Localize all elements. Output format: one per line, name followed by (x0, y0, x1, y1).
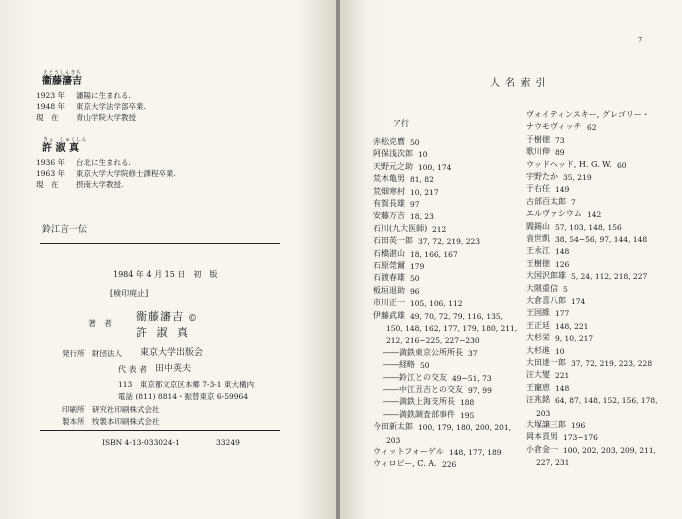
index-entry-pages: 100, 179, 180, 200, 201, (418, 423, 512, 433)
index-entry-pages: 62 (587, 123, 597, 133)
index-entry-name: 汪兆銘 (526, 395, 550, 405)
index-entry-pages: 203 (386, 435, 401, 445)
index-entry-pages: 50 (420, 361, 430, 371)
index-entry-pages: 100, 202, 203, 209, 211, (563, 445, 657, 455)
index-entry-name: ウィットフォーゲル (373, 447, 444, 456)
index-entry-pages: 226 (442, 460, 457, 470)
index-entry-pages: 148, 221 (555, 321, 589, 331)
index-entry-pages: 174 (571, 297, 586, 306)
index-entry-name: 汪大燮 (526, 370, 550, 380)
index-entry-name: 王国維 (526, 308, 550, 318)
publisher-prefix: 財団法人 (92, 349, 122, 358)
index-entry-name: 大国沢郎雄 (526, 271, 566, 281)
index-entry-name: 大倉喜八郎 (526, 296, 566, 305)
index-entry-name: 大塚譲三郎 (526, 420, 566, 429)
index-entry-pages: 179 (410, 262, 425, 271)
printer-label: 印刷所 (62, 405, 85, 414)
author-name-2: 許 淑 真 (136, 326, 191, 339)
representative-name: 田中英夫 (155, 364, 192, 374)
index-entry-pages: 227, 231 (536, 458, 570, 468)
index-entry-pages: 212, 216−225, 227−230 (386, 336, 480, 346)
divider-bottom (40, 430, 280, 431)
publisher-address: 113 東京都文京区本郷 7-3-1 東大構内 (118, 380, 254, 389)
index-entry-pages: 142 (587, 210, 602, 220)
index-entry-pages: 5, 24, 112, 218, 227 (571, 272, 648, 282)
index-entry-name: 板垣退助 (373, 285, 405, 295)
index-entry-pages: 10 (555, 346, 565, 356)
author1-ruby: えとうしんきち (43, 70, 82, 76)
index-entry-name: 王樹徳 (526, 258, 550, 268)
index-entry-name: 大田達一郎 (526, 358, 566, 367)
index-entry-name: 大杉進 (526, 345, 550, 355)
index-entry-name: 王寵恵 (526, 382, 550, 392)
index-entry-name: 伊藤武雄 (373, 310, 405, 320)
author2-name: 許 淑 真 (42, 143, 79, 154)
index-entry-name: ウィロビー, C. A. (373, 459, 437, 469)
book-title: 鈴江言一伝 (42, 225, 88, 235)
index-entry-name: 石川(九大医師) (373, 223, 428, 233)
index-entry-name: 宇野たか (526, 172, 558, 181)
representative-label: 代 表 者 (118, 365, 148, 374)
index-entry-pages: 37, 72, 219, 223 (418, 237, 481, 247)
index-entry-pages: 81, 82 (410, 175, 434, 185)
divider-top (40, 243, 280, 244)
index-entry-pages: 148, 177, 189 (449, 448, 502, 457)
index-entry-name: ナウモヴィッチ (526, 122, 582, 132)
index-entry-name: 安藤万吉 (373, 211, 405, 221)
index-entry-pages: 18, 166, 167 (410, 249, 458, 259)
index-entry-pages: 150, 148, 162, 177, 179, 180, 211, (386, 324, 518, 333)
index-entry-pages: 10, 217 (410, 187, 439, 197)
index-entry-pages: 64, 87, 148, 152, 156, 178, (555, 396, 658, 406)
bio-year: 1963 年 (36, 169, 65, 178)
author-name-1: 衞藤瀋吉 (136, 310, 184, 323)
bio-year: 1948 年 (36, 102, 65, 111)
index-entry-name: 荒畑寒村 (373, 186, 405, 196)
section-a-label: ア行 (393, 119, 409, 128)
index-entry-name: ――経略 (383, 360, 415, 370)
index-entry-pages: 149 (555, 185, 570, 195)
index-entry-pages: 18, 23 (410, 212, 434, 222)
author2-ruby: きょ しゅくしん (43, 137, 88, 143)
index-entry-name: 今田新太郎 (373, 422, 413, 432)
publisher-phone: 電話 (811) 8814・振替東京 6-59964 (118, 392, 249, 401)
publisher-label: 発行所 (62, 349, 85, 358)
index-entry-name: 岡本貢男 (526, 432, 558, 442)
index-entry-name: 天野元之助 (373, 161, 413, 171)
binder-name: 牧製本印刷株式会社 (92, 417, 160, 426)
index-entry-pages: 50 (410, 274, 420, 284)
index-entry-pages: 35, 219 (563, 173, 592, 182)
index-entry-pages: 126 (555, 259, 570, 269)
bio-year: 1923 年 (36, 91, 65, 100)
book-code: 33249 (216, 438, 240, 447)
index-entry-name: 石橋湛山 (373, 248, 405, 258)
index-entry-pages: 49, 70, 72, 79, 116, 135, (410, 311, 504, 321)
copyright-symbol: © (188, 314, 197, 324)
bio-year: 現 在 (36, 180, 59, 189)
index-entry-pages: 105, 106, 112 (410, 299, 463, 309)
index-entry-name: ――満鉄上海支所長 (383, 397, 455, 407)
index-entry-name: 大杉栄 (526, 333, 550, 343)
index-entry-pages: 177 (555, 309, 570, 319)
index-entry-name: 王永江 (526, 246, 550, 256)
bio-text: 瀋陽に生まれる. (76, 91, 131, 100)
index-entry-pages: 10 (418, 150, 428, 160)
notice-label: [検印廃止] (110, 289, 149, 298)
index-entry-pages: 212 (432, 224, 447, 234)
index-entry-name: 于樹徳 (526, 134, 550, 144)
index-entry-pages: 60 (617, 160, 627, 170)
isbn: ISBN 4-13-033024-1 (102, 438, 180, 447)
index-entry-name: 袁世凱 (526, 234, 550, 243)
binder-label: 製本所 (62, 417, 85, 426)
index-entry-pages: 57, 103, 148, 156 (555, 222, 622, 232)
bio-text: 台北に生まれる. (76, 158, 131, 167)
page-number: 7 (638, 36, 643, 44)
index-entry-pages: 196 (571, 421, 586, 430)
authors-label: 著 者 (88, 319, 112, 328)
index-entry-pages: 188 (460, 398, 475, 408)
index-entry-name: ――中江丑吉との交友 (383, 385, 463, 394)
index-entry-pages: 38, 54−56, 97, 144, 148 (555, 235, 648, 244)
index-entry-name: 有賀長雄 (373, 199, 405, 208)
index-entry-pages: 7 (571, 197, 576, 207)
index-entry-pages: 73 (555, 135, 565, 145)
index-entry-name: 石田英一郎 (373, 236, 413, 246)
index-entry-pages: 221 (555, 371, 570, 381)
printer-name: 研究社印刷株式会社 (92, 405, 160, 414)
index-heading: 人 名 索 引 (490, 78, 547, 89)
bio-text: 青山学院大学教授 (76, 113, 136, 122)
index-entry-name: 大隈重信 (526, 283, 558, 293)
index-entry-name: 古部百太郎 (526, 196, 566, 206)
index-entry-name: 阿保浅次郎 (373, 149, 413, 159)
index-entry-pages: 148 (555, 247, 570, 257)
index-entry-pages: 203 (536, 408, 551, 418)
bio-text: 東京大学法学部卒業. (76, 102, 146, 111)
index-entry-name: 歌川伸 (526, 147, 550, 157)
index-entry-name: エルヴァシウム (526, 209, 582, 219)
index-entry-pages: 97 (410, 200, 420, 209)
index-entry-pages: 89 (555, 148, 565, 158)
index-entry-name: 小倉金一 (526, 444, 558, 454)
publisher-name: 東京大学出版会 (140, 348, 204, 358)
bio-text: 摂南大学教授. (76, 180, 124, 189)
index-entry-name: ウッドヘッド, H. G. W. (526, 159, 612, 169)
bio-year: 現 在 (36, 113, 59, 122)
index-entry-pages: 96 (410, 286, 420, 296)
index-entry-pages: 50 (410, 138, 420, 147)
index-entry-name: 石渡春雄 (373, 273, 405, 283)
index-entry-pages: 97, 99 (468, 386, 492, 395)
index-entry-name: 市川正一 (373, 298, 405, 308)
author1-name: 衞藤瀋吉 (42, 76, 82, 87)
index-entry-name: 王正廷 (526, 320, 550, 330)
index-entry-name: 荒木亀男 (373, 174, 405, 184)
index-entry-name: 石原莞爾 (373, 261, 405, 270)
index-entry-name: 于右任 (526, 184, 550, 194)
bio-text: 東京大学大学院修士課程卒業. (76, 169, 176, 178)
left-page (0, 0, 338, 519)
index-entry-pages: 37, 72, 219, 223, 228 (571, 359, 653, 368)
publication-date: 1984 年 4 月 15 日 初 版 (113, 270, 218, 279)
index-entry-name: 赤松克麿 (373, 137, 405, 146)
right-page (340, 0, 682, 519)
index-entry-name: ヴォイティンスキー, グレゴリー・ (526, 110, 650, 119)
index-entry-name: ――満鉄調査部事件 (383, 409, 455, 419)
index-entry-pages: 100, 174 (418, 162, 452, 172)
index-entry-name: ――満鉄東京公所所長 (383, 347, 463, 357)
bio-year: 1936 年 (36, 158, 65, 167)
index-entry-pages: 173−176 (563, 433, 598, 443)
index-entry-pages: 5 (563, 284, 568, 294)
index-entry-pages: 195 (460, 410, 475, 420)
index-entry-pages: 37 (468, 348, 478, 358)
index-entry-name: ――鈴江との交友 (383, 372, 447, 382)
index-entry-pages: 49−51, 73 (452, 373, 492, 383)
index-entry-name: 閻錫山 (526, 221, 550, 231)
index-entry-pages: 148 (555, 383, 570, 393)
index-entry-pages: 9, 10, 217 (555, 334, 594, 344)
